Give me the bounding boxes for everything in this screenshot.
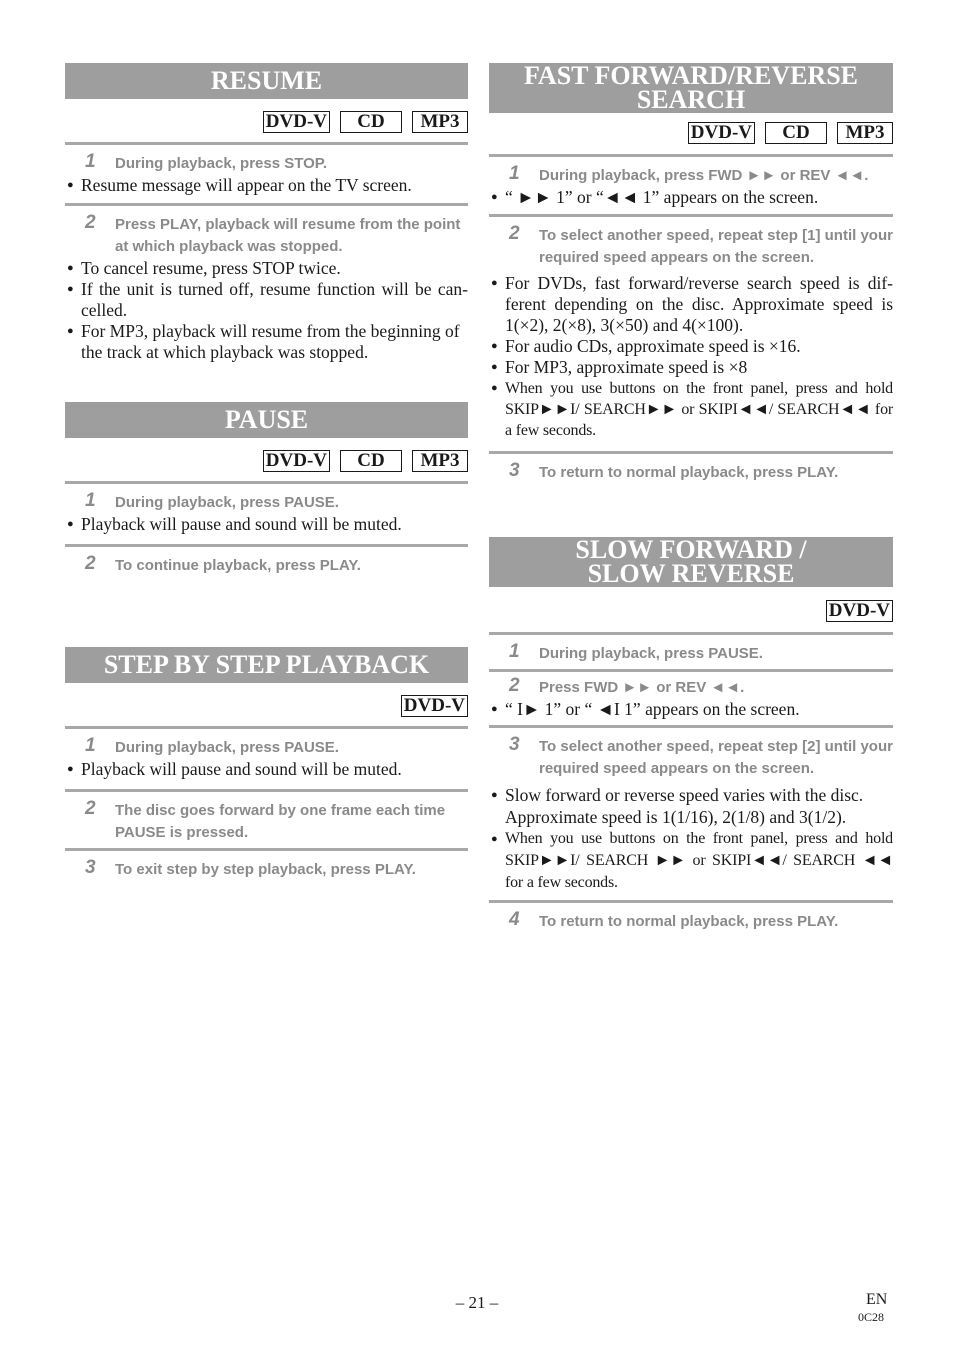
badge-dvd-v: DVD-V [263, 111, 330, 133]
step-number: 1 [509, 641, 520, 662]
badge-mp3: MP3 [412, 111, 468, 133]
resume-step-1 [65, 153, 468, 175]
step-by-step-bullet: ● Playback will pause and sound will be muted. [65, 759, 468, 780]
slow-disc-badges [489, 600, 893, 622]
step-text: During playback, press PAUSE. [115, 494, 339, 511]
slow-step-4 [489, 911, 893, 933]
step-text: To return to normal playback, press PLAY. [539, 913, 839, 930]
step-by-step-heading: STEP BY STEP PLAYBACK [65, 647, 468, 683]
language-code: EN [866, 1291, 888, 1308]
step-number: 4 [509, 909, 520, 930]
ffwd-bullet: ● For MP3, approximate speed is ×8 [489, 357, 893, 378]
slow-step-2 [489, 677, 893, 699]
pause-step-2 [65, 555, 468, 577]
step-text: To select another speed, repeat step [1] until your required speed appears on the screen. [539, 227, 893, 266]
step-number: 1 [85, 735, 96, 756]
fast-forward-reverse-section [489, 63, 893, 484]
divider [65, 481, 468, 484]
step-number: 2 [509, 675, 520, 696]
slow-step-1 [489, 643, 893, 665]
document-code: 0C28 [858, 1310, 885, 1324]
pause-bullet: ● Playback will pause and sound will be muted. [65, 514, 468, 535]
pause-section [65, 402, 468, 577]
resume-heading: RESUME [65, 63, 468, 99]
step-text: During playback, press STOP. [115, 155, 328, 172]
step-number: 2 [85, 798, 96, 819]
resume-step-2 [65, 214, 468, 258]
divider [489, 154, 893, 157]
step-by-step-section [65, 647, 468, 881]
heading-line: SLOW FORWARD / [575, 535, 807, 564]
resume-bullet: ● For MP3, playback will resume from the beginning of the track at which playback was stopped. [65, 321, 468, 363]
badge-dvd-v: DVD-V [401, 695, 468, 717]
fast-forward-reverse-heading [489, 63, 893, 113]
heading-line: FAST FORWARD/REVERSE [523, 61, 858, 90]
step-text: During playback, press PAUSE. [539, 645, 763, 662]
slow-bullet: ● Slow forward or reverse speed varies with the disc. Approximate speed is 1(1/16), 2(1/8) and 3(1/2). [489, 784, 893, 828]
page-number: – 21 – [455, 1293, 499, 1312]
badge-dvd-v: DVD-V [688, 122, 755, 144]
badge-mp3: MP3 [412, 450, 468, 472]
divider [489, 900, 893, 903]
badge-cd: CD [765, 122, 827, 144]
divider [65, 203, 468, 206]
step-number: 3 [509, 460, 520, 481]
badge-dvd-v: DVD-V [263, 450, 330, 472]
badge-cd: CD [340, 450, 402, 472]
step-number: 2 [85, 212, 96, 233]
step-number: 1 [85, 151, 96, 172]
step-text: To return to normal playback, press PLAY. [539, 464, 839, 481]
step-text: The disc goes forward by one frame each time PAUSE is pressed. [115, 802, 446, 841]
divider [489, 669, 893, 672]
step-text: Press PLAY, playback will resume from the point at which playback was stopped. [115, 216, 461, 255]
step-number: 2 [85, 553, 96, 574]
ffwd-bullet: ● For audio CDs, approximate speed is ×16. [489, 336, 893, 357]
slow-bullet: ● “ I► 1” or “ ◄I 1” appears on the screen. [489, 699, 893, 720]
step-text: To continue playback, press PLAY. [115, 557, 361, 574]
ffwd-front-panel-note: ● When you use buttons on the front panel, press and hold SKIP►►I/ SEARCH►► or SKIPI◄◄/ SEARCH◄◄ for a few seconds. [489, 378, 893, 441]
ffwd-step-1 [489, 165, 893, 187]
divider [65, 544, 468, 547]
ffwd-disc-badges [489, 122, 893, 144]
divider [489, 632, 893, 635]
slow-front-panel-note: ● When you use buttons on the front panel, press and hold SKIP►►I/ SEARCH ►► or SKIPI◄◄/ SEARCH ◄◄ for a few seconds. [489, 828, 893, 894]
resume-bullet: ● To cancel resume, press STOP twice. [65, 258, 468, 279]
divider [65, 848, 468, 851]
divider [489, 214, 893, 217]
pause-disc-badges [65, 450, 468, 472]
slow-step-3 [489, 736, 893, 780]
divider [65, 789, 468, 792]
heading-line: SEARCH [636, 85, 746, 114]
divider [489, 725, 893, 728]
resume-section [65, 63, 468, 363]
step-by-step-disc-badges [65, 695, 468, 717]
divider [65, 142, 468, 145]
ffwd-step-3 [489, 462, 893, 484]
pause-heading: PAUSE [65, 402, 468, 438]
badge-mp3: MP3 [837, 122, 893, 144]
resume-bullet: ● If the unit is turned off, resume function will be can-celled. [65, 279, 468, 321]
step-number: 1 [85, 490, 96, 511]
ffwd-bullet: ● “ ►► 1” or “◄◄ 1” appears on the screen. [489, 187, 893, 208]
ffwd-bullet: ● For DVDs, fast forward/reverse search speed is dif-ferent depending on the disc. Approximate speed is 1(×2), 2(×8), 3(×50) and 4(×100). [489, 273, 893, 336]
step-text: To exit step by step playback, press PLAY. [115, 861, 416, 878]
pause-step-1 [65, 492, 468, 514]
step-text: Press FWD ►► or REV ◄◄. [539, 679, 745, 696]
badge-dvd-v: DVD-V [826, 600, 893, 622]
step-number: 3 [509, 734, 520, 755]
ffwd-step-2 [489, 225, 893, 269]
badge-cd: CD [340, 111, 402, 133]
step-by-step-step-2 [65, 800, 468, 844]
resume-bullet: ● Resume message will appear on the TV screen. [65, 175, 468, 196]
step-by-step-step-1 [65, 737, 468, 759]
divider [489, 451, 893, 454]
step-text: During playback, press FWD ►► or REV ◄◄. [539, 167, 869, 184]
step-by-step-step-3 [65, 859, 468, 881]
resume-disc-badges [65, 111, 468, 133]
heading-line: SLOW REVERSE [587, 559, 795, 588]
slow-forward-reverse-heading [489, 537, 893, 587]
step-number: 1 [509, 163, 520, 184]
step-number: 3 [85, 857, 96, 878]
divider [65, 726, 468, 729]
slow-forward-reverse-section [489, 537, 893, 933]
step-text: To select another speed, repeat step [2] until your required speed appears on the screen. [539, 738, 893, 777]
step-text: During playback, press PAUSE. [115, 739, 339, 756]
step-number: 2 [509, 223, 520, 244]
